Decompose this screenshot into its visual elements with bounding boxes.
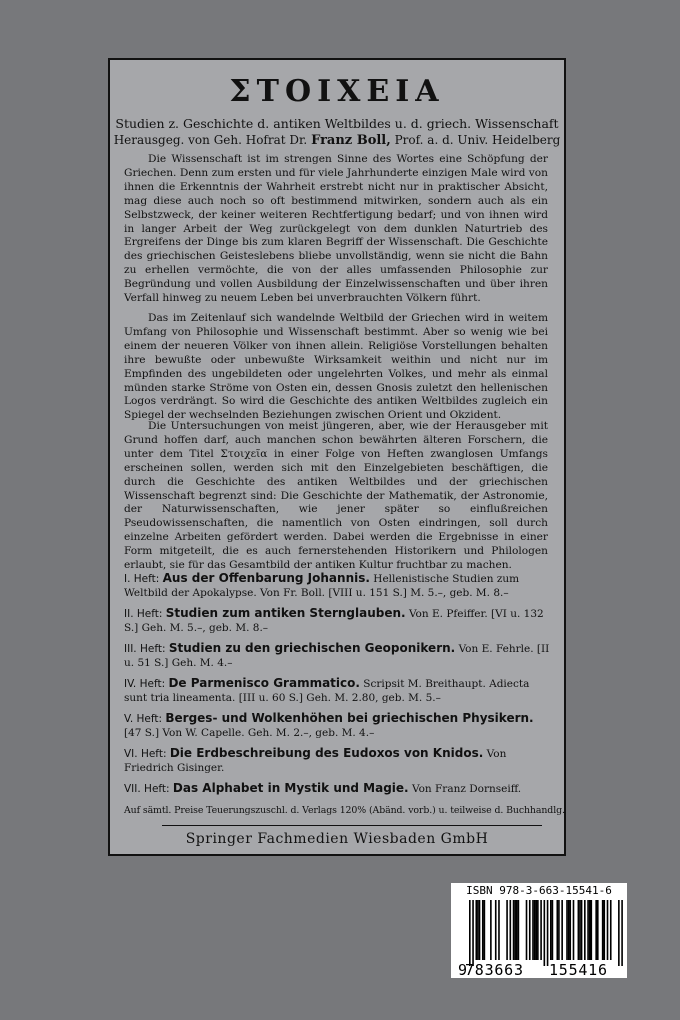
- volume-details: Scripsit M. Breithaupt. Adiecta sunt tria lineamenta. [III u. 60 S.] Geh. M. 2.80, geb. M. 5.–: [124, 678, 530, 704]
- barcode-bar: [584, 900, 586, 960]
- publisher-name: Springer Fachmedien Wiesbaden GmbH: [185, 831, 489, 847]
- volume-details: Von Friedrich Gisinger.: [124, 748, 507, 774]
- barcode-bar: [569, 900, 571, 960]
- price-note: Auf sämtl. Preise Teuerungszuschl. d. Verlags 120% (Abänd. vorb.) u. teilweise d. Buchhandlg.: [124, 804, 565, 816]
- paragraph-intro: Die Wissenschaft ist im strengen Sinne des Wortes eine Schöpfung der Griechen. Denn zum ersten und für viele Jahrhunderte einzigen Male wird von ihnen die Erkenntnis der Wahrheit erstrebt nicht nur in praktischer Absicht, mag diese auch noch so oft bestimmend mitwirken, sondern auch als ein Selbstzweck, der keiner weiteren Rechtfertigung bedarf; und von ihnen wird in langer Arbeit der Weg zurückgelegt von dem dunklen Naturtrieb des Ergreifens der Dinge bis zum klaren Begriff der Wissenschaft. Die Geschichte des griechischen Geisteslebens bliebe unvollständig, wenn sie nicht die Bahn zu erhellen vermöchte, die von der alles umfassenden Philosophie zur Begründung und vollen Ausbildung der Einzelwissenschaften und über ihren Verfall hinweg zu neuem Leben bei unverbrauchten Völkern führt.: [124, 153, 548, 305]
- barcode-bar: [610, 900, 612, 960]
- volume-title: Das Alphabet in Mystik und Magie.: [172, 781, 409, 795]
- volume-item: [124, 607, 550, 635]
- barcode-bar: [581, 900, 583, 960]
- barcode-bar: [591, 900, 593, 960]
- volume-details: Von E. Fehrle. [II u. 51 S.] Geh. M. 4.–: [124, 643, 550, 669]
- barcode-bar: [490, 900, 492, 960]
- volume-title: Studien zum antiken Sternglauben.: [165, 606, 406, 620]
- barcode-bar: [550, 900, 552, 960]
- barcode-first-digit: 9: [458, 961, 468, 978]
- editor-prefix: Herausgeg. von Geh. Hofrat Dr.: [113, 133, 308, 147]
- barcode-bar: [603, 900, 605, 960]
- series-title: ΣΤΟΙΧΕΙΑ: [229, 74, 445, 109]
- barcode-bar: [579, 900, 581, 960]
- volume-title: Studien zu den griechischen Geoponikern.: [168, 641, 456, 655]
- barcode-bar: [514, 900, 516, 960]
- barcode-bar: [544, 900, 546, 966]
- barcode-bar: [578, 900, 580, 960]
- barcode-bar: [621, 900, 623, 966]
- volume-title: Die Erdbeschreibung des Eudoxos von Knidos.: [169, 746, 484, 760]
- barcode-bar: [589, 900, 591, 960]
- barcode-bar: [472, 900, 474, 966]
- barcode-bar: [607, 900, 609, 960]
- barcode-bar: [561, 900, 563, 960]
- barcode-bar: [529, 900, 531, 960]
- volume-item: [124, 712, 550, 740]
- volume-number: VII. Heft:: [124, 783, 170, 795]
- barcode-bar: [482, 900, 484, 960]
- barcode-bar: [618, 900, 620, 966]
- barcode-bar: [513, 900, 515, 960]
- isbn-label: ISBN 978-3-663-15541-6: [466, 884, 612, 897]
- barcode-bar: [547, 900, 549, 966]
- barcode-bar: [535, 900, 537, 960]
- editor-suffix: Prof. a. d. Univ. Heidelberg: [394, 133, 561, 147]
- volume-title: Aus der Offenbarung Johannis.: [162, 571, 370, 585]
- volume-item: [124, 572, 550, 600]
- volume-details: [47 S.] Von W. Capelle. Geh. M. 2.–, geb. M. 4.–: [124, 726, 375, 739]
- barcode-bar: [526, 900, 528, 960]
- editor-line: [110, 133, 564, 148]
- barcode-bar: [556, 900, 558, 960]
- barcode-bar: [506, 900, 508, 960]
- barcode-bar: [469, 900, 471, 966]
- barcode-bar: [475, 900, 477, 960]
- barcode-right-digits: 155416: [549, 961, 607, 978]
- volume-number: I. Heft:: [124, 573, 160, 585]
- volume-list: [124, 571, 565, 817]
- volume-details: Von Franz Dornseiff.: [411, 783, 522, 795]
- volume-number: II. Heft:: [124, 608, 163, 620]
- paragraph-weltbild: Das im Zeitenlauf sich wandelnde Weltbild der Griechen wird in weitem Umfang von Philosophie und Wissenschaft bestimmt. Aber so wenig wie bei einem der neueren Völker von ihnen allein. Religiöse Vorstellungen behalten ihre bewußte oder unbewußte Wirksamkeit weithin und nicht nur im Empfinden des ungebildeten oder ungelehrten Volkes, und mehr als einmal münden starke Ströme von Osten ein, dessen Gnosis zuletzt den hellenischen Logos verdrängt. So wird die Geschichte des antiken Weltbildes zugleich ein Spiegel der wechselnden Beziehungen zwischen Orient und Okzident.: [124, 312, 548, 422]
- barcode-bar: [516, 900, 518, 960]
- barcode-bar: [587, 900, 589, 960]
- barcode-bar: [532, 900, 534, 960]
- barcode-bar: [595, 900, 597, 960]
- barcode-bar: [566, 900, 568, 960]
- series-subtitle: Studien z. Geschichte d. antiken Weltbildes u. d. griech. Wissenschaft: [115, 116, 559, 131]
- volume-details: Hellenistische Studien zum Weltbild der Apokalypse. Von Fr. Boll. [VIII u. 151 S.] M. 5.–, geb. M. 8.–: [124, 573, 520, 599]
- isbn-barcode-box: [451, 883, 627, 978]
- volume-item: [124, 677, 550, 705]
- volume-number: IV. Heft:: [124, 678, 166, 690]
- barcode-left-digits: 783663: [465, 961, 523, 978]
- barcode-image: [451, 883, 627, 978]
- editor-name: Franz Boll,: [311, 133, 391, 148]
- volume-item: [124, 747, 550, 775]
- barcode-bar: [534, 900, 536, 960]
- volume-item: [124, 642, 550, 670]
- barcode-bar: [552, 900, 554, 960]
- barcode-bar: [484, 900, 486, 960]
- barcode-bar: [540, 900, 542, 960]
- barcode-bar: [597, 900, 599, 960]
- barcode-bar: [479, 900, 481, 960]
- divider: [162, 825, 542, 826]
- barcode-bar: [602, 900, 604, 960]
- volume-title: De Parmenisco Grammatico.: [168, 676, 360, 690]
- volume-number: VI. Heft:: [124, 748, 167, 760]
- barcode-bar: [495, 900, 497, 960]
- barcode-bar: [558, 900, 560, 960]
- barcode-bar: [510, 900, 512, 960]
- volume-number: V. Heft:: [124, 713, 163, 725]
- paragraph-untersuchungen: Die Untersuchungen von meist jüngeren, aber, wie der Herausgeber mit Grund hoffen darf, auch manchen schon bewährten älteren Forschern, die unter dem Titel Στοιχεῖα in einer Folge von Heften zwanglosen Umfangs erscheinen sollen, werden sich mit den Einzelgebieten beschäftigen, die durch die Geschichte des antiken Weltbildes und der griechischen Wissenschaft begrenzt sind: Die Geschichte der Mathematik, der Astronomie, der Naturwissenschaften, wie jener später so einflußreichen Pseudowissenschaften, die namentlich von Osten eindringen, soll durch einzelne Arbeiten gefördert werden. Dabei werden die Ergebnisse in einer Form mitgeteilt, die es auch fernerstehenden Historikern und Philologen erlaubt, sie für das Gesamtbild der antiken Kultur fruchtbar zu machen.: [124, 420, 548, 572]
- volume-title: Berges- und Wolkenhöhen bei griechischen Physikern.: [165, 711, 534, 725]
- volume-number: III. Heft:: [124, 643, 166, 655]
- barcode-bar: [518, 900, 520, 960]
- barcode-bar: [477, 900, 479, 960]
- barcode-bars: [469, 900, 623, 966]
- barcode-bar: [568, 900, 570, 960]
- barcode-bar: [573, 900, 575, 960]
- volume-details: Von E. Pfeiffer. [VI u. 132 S.] Geh. M. 5.–, geb. M. 8.–: [124, 608, 544, 634]
- volume-item: [124, 782, 550, 797]
- barcode-bar: [498, 900, 500, 960]
- barcode-bar: [537, 900, 539, 960]
- back-cover-panel: [108, 58, 566, 856]
